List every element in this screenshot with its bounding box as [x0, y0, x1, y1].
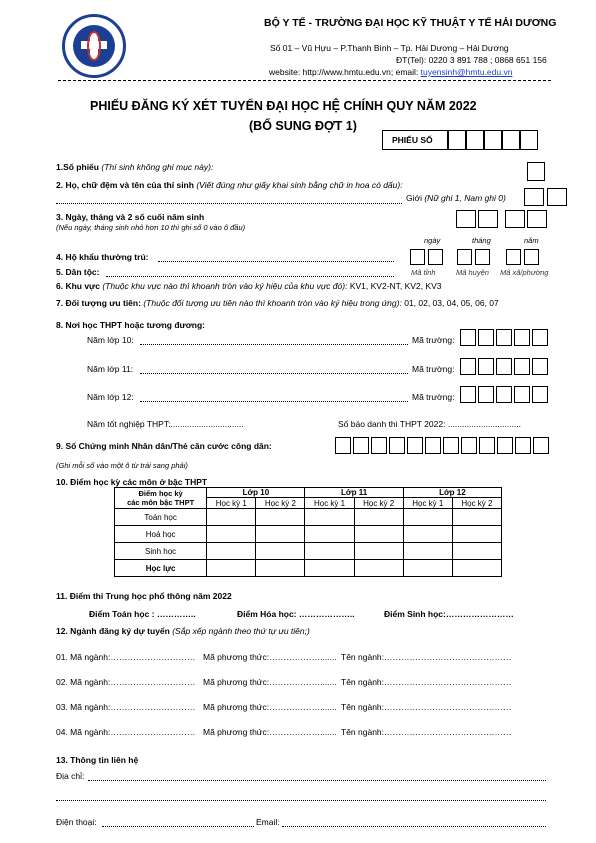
gender-label: Giới [406, 193, 422, 203]
dob-day-label: ngày [424, 236, 441, 245]
score-cell[interactable] [256, 543, 305, 560]
score-cell[interactable] [452, 509, 501, 526]
score-cell[interactable] [305, 526, 354, 543]
dob-month-label: tháng [472, 236, 491, 245]
semester-header: Học kỳ 1 [305, 498, 354, 509]
semester-header: Học kỳ 1 [207, 498, 256, 509]
score-cell[interactable] [256, 560, 305, 577]
subject-label: Toán học [115, 509, 207, 526]
score-cell[interactable] [354, 526, 403, 543]
field-12 [56, 626, 310, 636]
email-link[interactable]: tuyensinh@hmtu.edu.vn [420, 67, 513, 77]
table-row [115, 543, 502, 560]
phieu-so-cell[interactable] [484, 130, 502, 150]
address: Số 01 – Vũ Hựu – P.Thanh Bình – Tp. Hải Dương – Hải Dương [270, 43, 509, 53]
id-number-cell[interactable] [461, 437, 477, 454]
score-rows [115, 509, 502, 577]
score-cell[interactable] [452, 543, 501, 560]
school-code-cell[interactable] [478, 329, 494, 346]
major-name-field[interactable]: Tên ngành:……………………………………… [341, 652, 512, 662]
grade-header: Lớp 11 [305, 488, 403, 498]
score-cell[interactable] [305, 560, 354, 577]
email-input[interactable] [282, 826, 546, 827]
field-6-note: (Thuộc khu vực nào thì khoanh tròn vào ký hiệu của khu vực đó): [102, 281, 348, 291]
school-code-cell[interactable] [514, 329, 530, 346]
score-cell[interactable] [305, 509, 354, 526]
school-code-cell[interactable] [460, 358, 476, 375]
address-input-line2[interactable] [56, 800, 546, 801]
score-cell[interactable] [207, 543, 256, 560]
form-subtitle: (BỔ SUNG ĐỢT 1) [249, 119, 357, 133]
score-cell[interactable] [403, 509, 452, 526]
score-cell[interactable] [354, 560, 403, 577]
bio-score-field[interactable]: Điểm Sinh học:…………………… [384, 609, 514, 619]
code-xa-label: Mã xã/phường [500, 268, 549, 277]
major-name-field[interactable]: Tên ngành:……………………………………… [341, 702, 512, 712]
math-score-field[interactable]: Điểm Toán học : ………….. [89, 609, 196, 619]
major-code-field[interactable]: 03. Mã ngành:………………………… [56, 702, 196, 712]
grade10-ma-truong: Mã trường: [412, 335, 455, 345]
field-1-note: (Thí sinh không ghi mục này): [101, 162, 214, 172]
id-number-cell[interactable] [425, 437, 441, 454]
method-code-field[interactable]: Mã phương thức:………………....... [203, 727, 337, 737]
school-code-cell[interactable] [478, 358, 494, 375]
phieu-so-cell[interactable] [502, 130, 520, 150]
semester-scores-table [114, 487, 502, 577]
school-code-cell[interactable] [532, 386, 548, 403]
field-8-label: 8. Nơi học THPT hoặc tương đương: [56, 320, 205, 330]
field-9-note: (Ghi mỗi số vào một ô từ trái sang phải) [56, 461, 188, 470]
major-name-field[interactable]: Tên ngành:……………………………………… [341, 677, 512, 687]
subject-label: Hoá học [115, 526, 207, 543]
dob-day-1[interactable] [456, 210, 476, 228]
phone-label: Điện thoại: [56, 817, 97, 827]
address-input[interactable] [88, 780, 546, 781]
score-cell[interactable] [403, 560, 452, 577]
table-row [115, 560, 502, 577]
grade-header: Lớp 10 [207, 488, 305, 498]
priority-options[interactable]: 01, 02, 03, 04, 05, 06, 07 [404, 298, 499, 308]
school-code-cell[interactable] [496, 329, 512, 346]
score-cell[interactable] [403, 526, 452, 543]
grade12-label: Năm lớp 12: [87, 392, 134, 402]
grad-year-field[interactable]: Năm tốt nghiệp THPT:............................... [87, 419, 244, 429]
school-code-cell[interactable] [532, 329, 548, 346]
field-6 [56, 281, 442, 291]
id-number-cell[interactable] [479, 437, 495, 454]
gender-label-group [406, 193, 506, 203]
school-code-cell[interactable] [496, 386, 512, 403]
method-code-field[interactable]: Mã phương thức:………………....... [203, 702, 337, 712]
website-text: website: http://www.hmtu.edu.vn; email: [269, 67, 421, 77]
score-cell[interactable] [207, 560, 256, 577]
semester-header: Học kỳ 2 [452, 498, 501, 509]
field-3-label: 3. Ngày, tháng và 2 số cuối năm sinh [56, 212, 205, 222]
major-code-field[interactable]: 04. Mã ngành:………………………… [56, 727, 196, 737]
field-6-label: 6. Khu vực [56, 281, 100, 291]
major-code-field[interactable]: 01. Mã ngành:………………………… [56, 652, 196, 662]
field-2-note: (Viết đúng như giấy khai sinh bằng chữ in hoa có dấu): [196, 180, 403, 190]
code-tinh-1[interactable] [410, 249, 425, 265]
phieu-so-label: PHIẾU SỐ [392, 135, 433, 145]
score-cell[interactable] [452, 560, 501, 577]
phieu-so-cell[interactable] [466, 130, 484, 150]
score-cell[interactable] [354, 543, 403, 560]
field-4-label: 4. Hộ khẩu thường trú: [56, 252, 149, 262]
dob-year-label: năm [524, 236, 539, 245]
ethnicity-input[interactable] [106, 276, 394, 277]
grade12-school-input[interactable] [140, 401, 408, 402]
table-row [115, 526, 502, 543]
field-10-label: 10. Điểm học kỳ các môn ở bậc THPT [56, 477, 208, 487]
id-number-cell[interactable] [353, 437, 369, 454]
phieu-so-cell[interactable] [520, 130, 538, 150]
score-cell[interactable] [354, 509, 403, 526]
id-number-cell[interactable] [407, 437, 423, 454]
score-cell[interactable] [207, 509, 256, 526]
school-code-cell[interactable] [496, 358, 512, 375]
grade11-school-input[interactable] [140, 373, 408, 374]
gender-box[interactable] [524, 188, 544, 206]
code-xa-1[interactable] [506, 249, 521, 265]
method-code-field[interactable]: Mã phương thức:………………....... [203, 652, 337, 662]
code-xa-2[interactable] [524, 249, 539, 265]
school-code-cell[interactable] [460, 329, 476, 346]
grade10-school-input[interactable] [140, 344, 408, 345]
field-13-label: 13. Thông tin liên hệ [56, 755, 139, 765]
id-number-cell[interactable] [335, 437, 351, 454]
field-1-label: 1.Số phiếu [56, 162, 99, 172]
score-cell[interactable] [403, 543, 452, 560]
field-2 [56, 180, 403, 190]
form-title: PHIẾU ĐĂNG KÝ XÉT TUYỂN ĐẠI HỌC HỆ CHÍNH QUY NĂM 2022 [90, 99, 477, 113]
full-name-input[interactable] [56, 203, 402, 204]
grade-header: Lớp 12 [403, 488, 501, 498]
dob-month-2[interactable] [527, 210, 547, 228]
code-huyen-2[interactable] [475, 249, 490, 265]
gender-box-2[interactable] [547, 188, 567, 206]
phone: ĐT(Tel): 0220 3 891 788 ; 0868 651 156 [396, 55, 547, 65]
school-code-cell[interactable] [460, 386, 476, 403]
id-number-cell[interactable] [443, 437, 459, 454]
phone-input[interactable] [102, 826, 254, 827]
id-number-cell[interactable] [389, 437, 405, 454]
semester-header: Học kỳ 2 [256, 498, 305, 509]
score-cell[interactable] [207, 526, 256, 543]
id-number-cell[interactable] [371, 437, 387, 454]
so-phieu-box[interactable] [527, 162, 545, 181]
gender-note: (Nữ ghi 1, Nam ghi 0) [424, 193, 506, 203]
semester-header: Học kỳ 2 [354, 498, 403, 509]
area-options[interactable]: KV1, KV2-NT, KV2, KV3 [349, 281, 442, 291]
field-2-label: 2. Họ, chữ đệm và tên của thí sinh [56, 180, 194, 190]
org-name: BỘ Y TẾ - TRƯỜNG ĐẠI HỌC KỸ THUẬT Y TẾ HẢI DƯƠNG [264, 17, 557, 29]
field-12-note: (Sắp xếp ngành theo thứ tự ưu tiên;) [172, 626, 310, 636]
method-code-field[interactable]: Mã phương thức:………………....... [203, 677, 337, 687]
school-code-cell[interactable] [514, 358, 530, 375]
id-number-cell[interactable] [515, 437, 531, 454]
subject-label: Học lực [115, 560, 207, 577]
major-code-field[interactable]: 02. Mã ngành:………………………… [56, 677, 196, 687]
email-label: Email: [256, 817, 280, 827]
major-name-field[interactable]: Tên ngành:……………………………………… [341, 727, 512, 737]
grade10-label: Năm lớp 10: [87, 335, 134, 345]
school-code-cell[interactable] [514, 386, 530, 403]
code-tinh-label: Mã tỉnh [411, 268, 436, 277]
field-11-label: 11. Điểm thi Trung học phổ thông năm 2022 [56, 591, 232, 601]
score-cell[interactable] [256, 509, 305, 526]
header-divider [58, 80, 551, 81]
score-cell[interactable] [452, 526, 501, 543]
university-seal-logo [62, 14, 126, 78]
exam-number-field[interactable]: Số báo danh thi THPT 2022: ............................... [338, 419, 521, 429]
phieu-so-label-box [382, 130, 448, 150]
code-tinh-2[interactable] [428, 249, 443, 265]
code-huyen-label: Mã huyện [456, 268, 489, 277]
chem-score-field[interactable]: Điểm Hóa học: ……………….. [237, 609, 355, 619]
field-1 [56, 162, 213, 172]
subject-label: Sinh học [115, 543, 207, 560]
field-7-note: (Thuộc đối tượng ưu tiên nào thì khoanh tròn vào ký hiệu trong ứng): [143, 298, 402, 308]
website-line [269, 67, 512, 77]
id-number-cell[interactable] [497, 437, 513, 454]
field-5-label: 5. Dân tộc: [56, 267, 100, 277]
school-code-cell[interactable] [478, 386, 494, 403]
dob-month-1[interactable] [505, 210, 525, 228]
field-7-label: 7. Đối tượng ưu tiên: [56, 298, 141, 308]
grade11-label: Năm lớp 11: [87, 364, 134, 374]
address-label: Địa chỉ: [56, 771, 85, 781]
score-cell[interactable] [305, 543, 354, 560]
table-row [115, 509, 502, 526]
school-code-cell[interactable] [532, 358, 548, 375]
field-12-label: 12. Ngành đăng ký dự tuyển [56, 626, 170, 636]
field-7 [56, 298, 499, 308]
field-9-label: 9. Số Chứng minh Nhân dân/Thẻ căn cước công dân: [56, 441, 272, 451]
dob-day-2[interactable] [478, 210, 498, 228]
semester-header: Học kỳ 1 [403, 498, 452, 509]
grade11-ma-truong: Mã trường: [412, 364, 455, 374]
table-corner [115, 488, 207, 509]
phieu-so-cell[interactable] [448, 130, 466, 150]
table-corner-line1: Điểm học kỳ [138, 489, 183, 498]
table-corner-line2: các môn bậc THPT [127, 498, 195, 507]
grade12-ma-truong: Mã trường: [412, 392, 455, 402]
score-cell[interactable] [256, 526, 305, 543]
id-number-cell[interactable] [533, 437, 549, 454]
residence-input[interactable] [158, 261, 394, 262]
code-huyen-1[interactable] [457, 249, 472, 265]
field-3-note: (Nếu ngày, tháng sinh nhỏ hơn 10 thì ghi số 0 vào ô đầu) [56, 223, 246, 232]
